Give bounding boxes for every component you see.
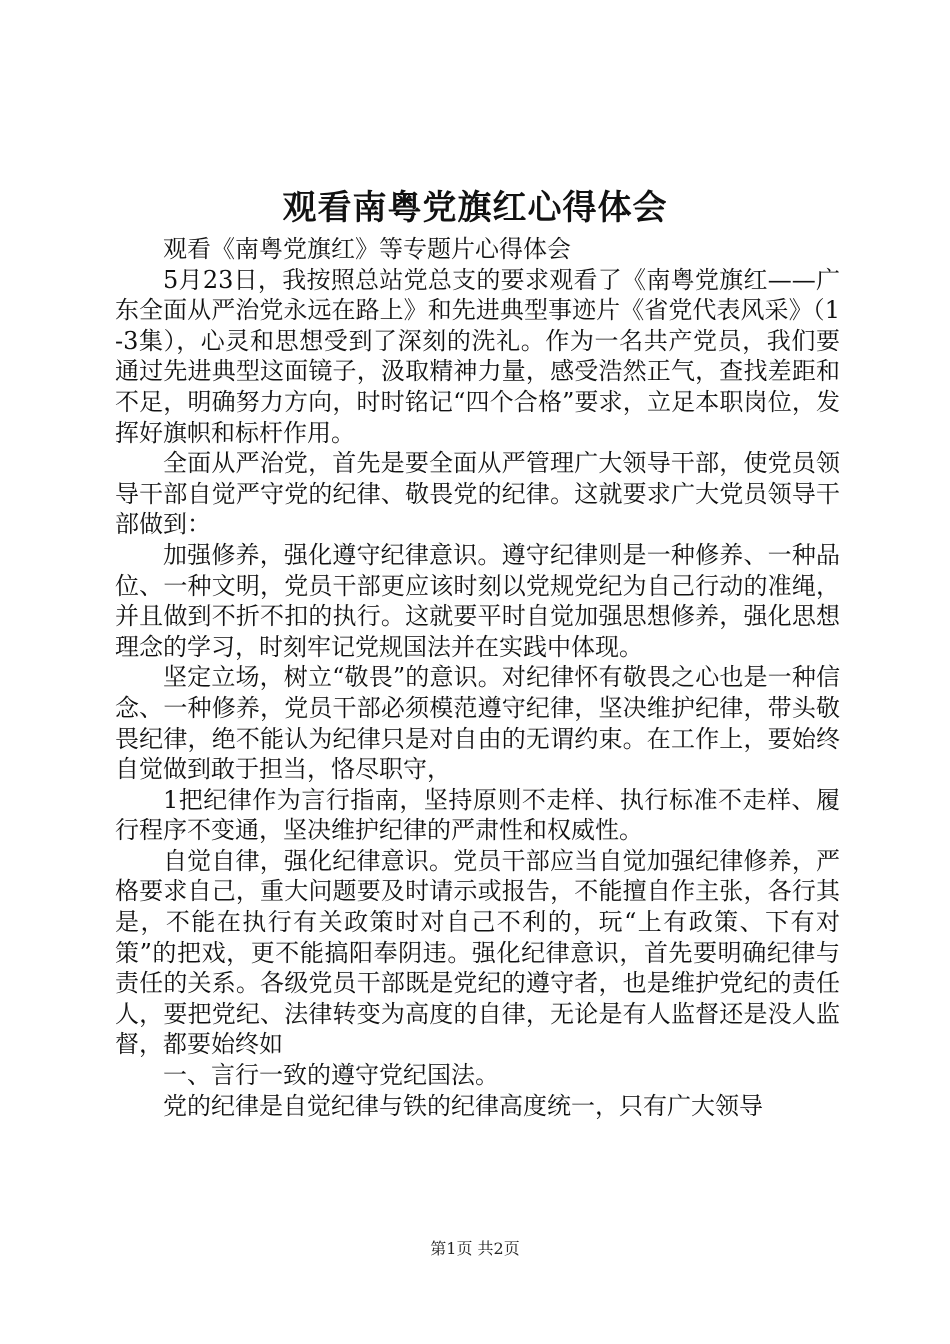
paragraph: 自觉自律，强化纪律意识。党员干部应当自觉加强纪律修养，严格要求自己，重大问题要及时请示或报告，不能擅自作主张，各行其是，不能在执行有关政策时对自己不利的，玩“上有政策、下有对策”的把戏，更不能搞阳奉阴违。强化纪律意识，首先要明确纪律与责任的关系。各级党员干部既是党纪的遵守者，也是维护党纪的责任人，要把党纪、法律转变为高度的自律，无论是有人监督还是没人监督，都要始终如 bbox=[115, 846, 840, 1059]
paragraph: 加强修养，强化遵守纪律意识。遵守纪律则是一种修养、一种品位、一种文明，党员干部更应该时刻以党规党纪为自己行动的准绳，并且做到不折不扣的执行。这就要平时自觉加强思想修养，强化思想理念的学习，时刻牢记党规国法并在实践中体现。 bbox=[115, 540, 840, 661]
paragraph: 5月23日，我按照总站党总支的要求观看了《南粤党旗红——广东全面从严治党永远在路上》和先进典型事迹片《省党代表风采》（1-3集），心灵和思想受到了深刻的洗礼。作为一名共产党员，我们要通过先进典型这面镜子，汲取精神力量，感受浩然正气，查找差距和不足，明确努力方向，时时铭记“四个合格”要求，立足本职岗位，发挥好旗帜和标杆作用。 bbox=[115, 265, 840, 447]
paragraph: 全面从严治党，首先是要全面从严管理广大领导干部，使党员领导干部自觉严守党的纪律、敬畏党的纪律。这就要求广大党员领导干部做到： bbox=[115, 449, 840, 539]
paragraph-subtitle: 观看《南粤党旗红》等专题片心得体会 bbox=[163, 235, 571, 263]
document-title: 观看南粤党旗红心得体会 bbox=[282, 188, 668, 228]
paragraph: 一、言行一致的遵守党纪国法。 bbox=[163, 1061, 499, 1090]
page-number-footer: 第1页 共2页 bbox=[430, 1239, 520, 1258]
paragraph: 党的纪律是自觉纪律与铁的纪律高度统一，只有广大领导 bbox=[163, 1091, 763, 1120]
paragraph: 1把纪律作为言行指南，坚持原则不走样、执行标准不走样、履行程序不变通，坚决维护纪律的严肃性和权威性。 bbox=[115, 785, 840, 845]
document-body bbox=[115, 234, 840, 1121]
paragraph: 坚定立场，树立“敬畏”的意识。对纪律怀有敬畏之心也是一种信念、一种修养，党员干部必须模范遵守纪律，坚决维护纪律，带头敬畏纪律，绝不能认为纪律只是对自由的无谓约束。在工作上，要始终自觉做到敢于担当，恪尽职守， bbox=[115, 663, 840, 784]
